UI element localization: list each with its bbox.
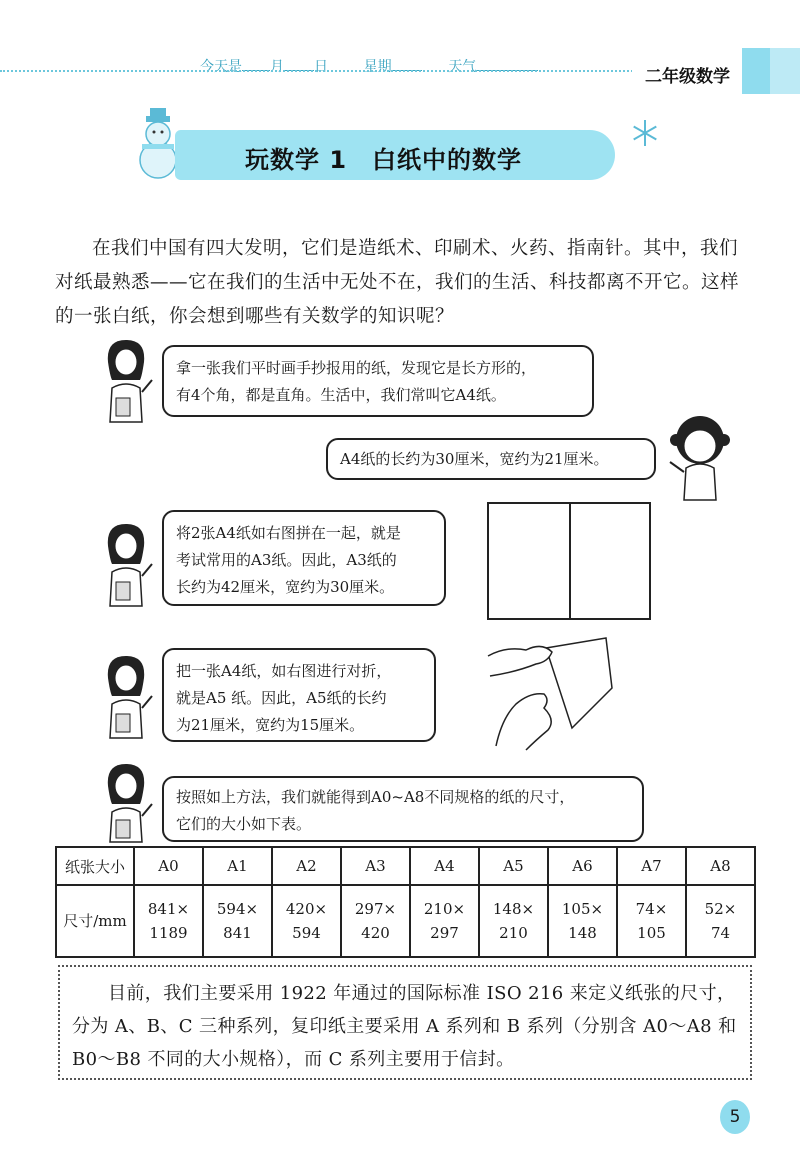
size-width: 420× — [285, 900, 328, 918]
day-label: 日 — [314, 59, 328, 75]
weekday-label: 星期 — [363, 59, 392, 75]
size-length: 105 — [637, 924, 666, 942]
note-text: 目前，我们主要采用 1922 年通过的国际标准 ISO 216 来定义纸张的尺寸，分为 A、B、C 三种系列，复印纸主要采用 A 系列和 B 系列（分别含 A0～A8 和 B0～B8 不同的大小规格），而 C 系列主要用于信封。 — [72, 983, 737, 1070]
bubble-text-line: 考试常用的A3纸。因此，A3纸的 — [176, 551, 397, 569]
speech-bubble — [162, 345, 594, 417]
bubble-text-line: 长约为42厘米，宽约为30厘米。 — [176, 578, 395, 596]
bubble-text-line: 拿一张我们平时画手抄报用的纸，发现它是长方形的， — [176, 359, 537, 377]
date-weather-fields — [200, 56, 538, 76]
speech-bubble — [162, 776, 644, 842]
size-width: 52× — [704, 900, 737, 918]
table-cell: A5 — [479, 847, 548, 885]
size-width: 594× — [216, 900, 259, 918]
size-width: 210× — [423, 900, 466, 918]
table-cell — [479, 885, 548, 957]
speech-bubble — [162, 648, 436, 742]
size-length: 1189 — [149, 924, 188, 942]
table-cell: A3 — [341, 847, 410, 885]
size-width: 148× — [492, 900, 535, 918]
month-label: 月 — [270, 59, 284, 75]
teacher-icon — [96, 336, 156, 424]
snowflake-icon — [630, 118, 660, 148]
teacher-icon — [96, 652, 156, 740]
bubble-text-line: 将2张A4纸如右图拼在一起，就是 — [176, 524, 401, 542]
table-cell — [686, 885, 755, 957]
table-cell: A4 — [410, 847, 479, 885]
grade-label: 二年级数学 — [645, 67, 730, 87]
bubble-text-line: A4纸的长约为30厘米，宽约为21厘米。 — [340, 450, 609, 468]
grade-tab-light — [770, 48, 800, 94]
size-length: 420 — [361, 924, 390, 942]
speech-bubble — [326, 438, 656, 480]
size-width: 105× — [561, 900, 604, 918]
folding-paper-hands-icon — [486, 628, 616, 752]
table-cell: A0 — [134, 847, 203, 885]
girl-icon — [664, 412, 736, 502]
table-cell: A2 — [272, 847, 341, 885]
bubble-text-line: 有4个角，都是直角。生活中，我们常叫它A4纸。 — [176, 386, 506, 404]
table-cell: A1 — [203, 847, 272, 885]
bubble-text-line: 就是A5 纸。因此，A5纸的长约 — [176, 689, 387, 707]
a3-fold-line — [569, 504, 571, 618]
size-width: 841× — [147, 900, 190, 918]
size-length: 210 — [499, 924, 528, 942]
table-cell: A7 — [617, 847, 686, 885]
size-length: 148 — [568, 924, 597, 942]
page-number: 5 — [720, 1100, 750, 1134]
paper-size-table — [55, 846, 756, 958]
table-cell: A6 — [548, 847, 617, 885]
table-row — [56, 847, 755, 885]
table-cell — [134, 885, 203, 957]
table-cell — [410, 885, 479, 957]
size-length: 594 — [292, 924, 321, 942]
table-header-cell: 纸张大小 — [56, 847, 134, 885]
today-label: 今天是 — [200, 59, 242, 75]
table-cell: A8 — [686, 847, 755, 885]
bubble-text-line: 把一张A4纸，如右图进行对折， — [176, 662, 392, 680]
intro-paragraph: 在我们中国有四大发明，它们是造纸术、印刷术、火药、指南针。其中，我们对纸最熟悉——它在我们的生活中无处不在，我们的生活、科技都离不开它。这样的一张白纸，你会想到哪些有关数学的知识呢？ — [55, 238, 740, 327]
weather-label: 天气 — [448, 59, 477, 75]
a3-paper-diagram — [487, 502, 651, 620]
size-length: 841 — [223, 924, 252, 942]
table-row — [56, 885, 755, 957]
size-length: 297 — [430, 924, 459, 942]
size-width: 297× — [354, 900, 397, 918]
bubble-text-line: 为21厘米，宽约为15厘米。 — [176, 716, 365, 734]
table-header-cell: 尺寸/mm — [56, 885, 134, 957]
bubble-text-line: 按照如上方法，我们就能得到A0~A8不同规格的纸的尺寸， — [176, 788, 575, 806]
teacher-icon — [96, 760, 156, 844]
table-cell — [617, 885, 686, 957]
table-cell — [548, 885, 617, 957]
table-cell — [341, 885, 410, 957]
page-title: 玩数学 1 白纸中的数学 — [245, 146, 523, 174]
speech-bubble — [162, 510, 446, 606]
size-length: 74 — [710, 924, 731, 942]
teacher-icon — [96, 520, 156, 608]
bubble-text-line: 它们的大小如下表。 — [176, 815, 312, 833]
size-width: 74× — [635, 900, 668, 918]
table-cell — [203, 885, 272, 957]
table-cell — [272, 885, 341, 957]
